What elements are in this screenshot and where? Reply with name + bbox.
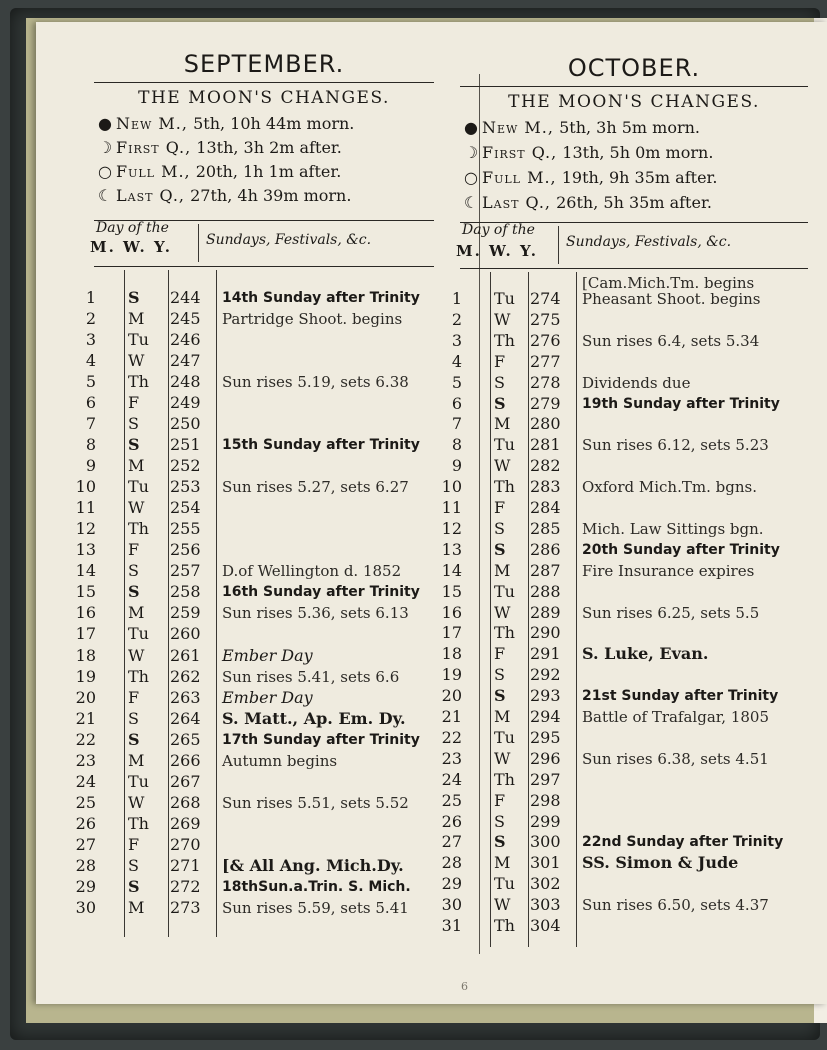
moon-phase-icon: ● bbox=[98, 114, 112, 133]
day-of-year: 268 bbox=[170, 792, 201, 812]
day-of-week: W bbox=[128, 351, 145, 371]
day-of-week: S bbox=[128, 708, 139, 728]
day-of-month: 14 bbox=[75, 561, 96, 581]
day-of-month: 27 bbox=[441, 832, 462, 852]
day-of-week: W bbox=[494, 456, 511, 476]
header-divider bbox=[198, 224, 199, 262]
event-text: Ember Day bbox=[222, 645, 313, 665]
day-of-week: M bbox=[128, 897, 145, 917]
day-of-week: S bbox=[128, 876, 140, 896]
event-text: Battle of Trafalgar, 1805 bbox=[582, 708, 770, 726]
event-text: Sun rises 5.27, sets 6.27 bbox=[222, 478, 409, 497]
day-of-week: S bbox=[494, 539, 506, 559]
day-of-week: F bbox=[494, 351, 506, 371]
day-of-year: 248 bbox=[170, 372, 201, 392]
day-of-year: 273 bbox=[170, 897, 201, 917]
day-of-week: M bbox=[494, 414, 511, 434]
day-of-month: 7 bbox=[85, 414, 96, 434]
day-of-month: 4 bbox=[451, 351, 462, 371]
day-of-month: 16 bbox=[75, 603, 96, 623]
day-of-year: 303 bbox=[530, 895, 561, 915]
day-of-week: M bbox=[128, 309, 145, 329]
rule-header-bottom bbox=[460, 268, 808, 269]
day-of-week: M bbox=[128, 456, 145, 476]
event-text: Sun rises 5.19, sets 6.38 bbox=[222, 373, 409, 392]
header-day-of-the: Day of the bbox=[462, 222, 535, 238]
day-of-month: 3 bbox=[85, 330, 96, 350]
day-of-year: 266 bbox=[170, 750, 201, 770]
day-of-week: F bbox=[128, 540, 140, 560]
day-of-week: S bbox=[128, 855, 139, 875]
day-of-month: 20 bbox=[75, 687, 96, 707]
day-of-year: 255 bbox=[170, 519, 201, 539]
day-of-year: 282 bbox=[530, 456, 561, 476]
day-of-year: 252 bbox=[170, 456, 201, 476]
day-of-week: W bbox=[128, 645, 145, 665]
column-line-events bbox=[576, 272, 577, 947]
moon-phase-icon: ☽ bbox=[463, 143, 479, 162]
day-of-month: 21 bbox=[441, 707, 462, 726]
day-of-week: Tu bbox=[494, 874, 515, 894]
day-of-month: 29 bbox=[75, 876, 96, 896]
day-of-year: 294 bbox=[530, 707, 561, 726]
day-of-week: M bbox=[494, 853, 511, 873]
month-title: OCTOBER. bbox=[567, 54, 701, 82]
day-of-week: S bbox=[128, 561, 139, 581]
day-of-week: Th bbox=[128, 666, 149, 686]
day-of-year: 251 bbox=[170, 435, 201, 455]
event-text: Sun rises 6.4, sets 5.34 bbox=[582, 331, 760, 350]
day-of-year: 259 bbox=[170, 603, 201, 623]
moon-phase-row bbox=[460, 143, 713, 162]
day-of-week: Th bbox=[494, 916, 515, 935]
event-text: D.of Wellington d. 1852 bbox=[222, 562, 402, 581]
day-of-year: 297 bbox=[530, 769, 561, 789]
day-of-year: 269 bbox=[170, 813, 201, 833]
day-of-week: Th bbox=[494, 330, 515, 350]
day-of-week: S bbox=[128, 582, 140, 602]
day-of-week: Tu bbox=[494, 727, 515, 747]
day-of-month: 28 bbox=[441, 853, 462, 873]
day-of-year: 279 bbox=[530, 393, 561, 413]
header-day-of-the: Day of the bbox=[96, 220, 169, 236]
day-of-year: 244 bbox=[170, 288, 201, 307]
day-of-month: 23 bbox=[75, 750, 96, 770]
day-of-week: M bbox=[494, 707, 511, 726]
day-of-month: 1 bbox=[85, 288, 96, 307]
day-of-year: 264 bbox=[170, 708, 201, 728]
event-text: S. Matt., Ap. Em. Dy. bbox=[222, 708, 406, 728]
header-mwy: M. W. Y. bbox=[456, 242, 538, 260]
day-of-week: Tu bbox=[494, 581, 515, 601]
day-of-week: F bbox=[128, 393, 140, 413]
day-of-year: 283 bbox=[530, 477, 561, 497]
day-of-week: W bbox=[494, 748, 511, 768]
day-of-year: 250 bbox=[170, 414, 201, 434]
moon-changes-heading: THE MOON'S CHANGES. bbox=[138, 88, 390, 108]
event-text: 16th Sunday after Trinity bbox=[222, 584, 420, 601]
moon-phase-name: Last Q., bbox=[116, 186, 186, 205]
day-of-week: Tu bbox=[128, 477, 149, 497]
day-of-month: 4 bbox=[85, 351, 96, 371]
day-of-week: S bbox=[494, 686, 506, 706]
day-of-week: M bbox=[128, 603, 145, 623]
day-of-year: 260 bbox=[170, 624, 201, 644]
event-text: 22nd Sunday after Trinity bbox=[582, 834, 784, 851]
rule-top bbox=[460, 86, 808, 87]
day-of-month: 5 bbox=[85, 372, 96, 392]
day-of-week: Th bbox=[128, 372, 149, 392]
day-of-month: 5 bbox=[451, 372, 462, 392]
day-of-month: 25 bbox=[75, 792, 96, 812]
event-text: Sun rises 6.38, sets 4.51 bbox=[582, 749, 769, 768]
day-of-month: 24 bbox=[441, 769, 462, 789]
day-of-month: 12 bbox=[75, 519, 96, 539]
day-of-month: 26 bbox=[441, 811, 462, 831]
event-text: Sun rises 6.25, sets 5.5 bbox=[582, 603, 760, 622]
moon-phase-icon: ☽ bbox=[97, 138, 113, 157]
day-of-month: 22 bbox=[75, 729, 96, 749]
event-text: Sun rises 6.12, sets 5.23 bbox=[582, 436, 769, 455]
moon-phase-name: First Q., bbox=[116, 138, 192, 157]
day-of-week: Tu bbox=[494, 289, 515, 308]
event-text: Sun rises 5.59, sets 5.41 bbox=[222, 898, 409, 917]
day-of-month: 19 bbox=[441, 665, 462, 685]
day-of-month: 2 bbox=[85, 309, 96, 329]
moon-phase-icon: ○ bbox=[464, 168, 478, 187]
day-of-week: Th bbox=[128, 519, 149, 539]
calendar-page bbox=[36, 22, 827, 1004]
moon-phase-row bbox=[94, 114, 354, 133]
day-of-week: W bbox=[494, 895, 511, 915]
day-of-week: S bbox=[494, 518, 505, 538]
event-text: 14th Sunday after Trinity bbox=[222, 290, 420, 306]
day-of-week: Tu bbox=[128, 624, 149, 644]
day-of-week: W bbox=[128, 792, 145, 812]
day-of-week: Th bbox=[494, 769, 515, 789]
event-text: Fire Insurance expires bbox=[582, 561, 755, 580]
day-of-month: 2 bbox=[451, 309, 462, 329]
day-of-week: Th bbox=[494, 623, 515, 643]
day-of-year: 267 bbox=[170, 771, 201, 791]
day-of-week: S bbox=[494, 832, 506, 852]
day-of-week: S bbox=[128, 288, 140, 307]
moon-phase-time: 13th, 5h 0m morn. bbox=[562, 143, 714, 162]
day-of-month: 31 bbox=[441, 916, 462, 935]
moon-phase-name: Full M., bbox=[482, 168, 557, 187]
header-mwy: M. W. Y. bbox=[90, 238, 172, 256]
header-divider bbox=[558, 226, 559, 264]
event-text: Sun rises 5.51, sets 5.52 bbox=[222, 793, 409, 812]
day-of-month: 10 bbox=[75, 477, 96, 497]
day-of-month: 9 bbox=[451, 456, 462, 476]
day-of-week: F bbox=[128, 834, 140, 854]
day-of-week: S bbox=[128, 414, 139, 434]
day-of-month: 17 bbox=[75, 624, 96, 644]
day-of-year: 278 bbox=[530, 372, 561, 392]
day-of-year: 293 bbox=[530, 686, 561, 706]
column-line-events bbox=[216, 270, 217, 937]
day-of-year: 291 bbox=[530, 644, 561, 664]
day-of-month: 19 bbox=[75, 666, 96, 686]
day-of-year: 256 bbox=[170, 540, 201, 560]
event-text: 19th Sunday after Trinity bbox=[582, 395, 780, 412]
moon-phase-time: 20th, 1h 1m after. bbox=[195, 162, 342, 181]
day-of-year: 263 bbox=[170, 687, 201, 707]
event-text: Ember Day bbox=[222, 687, 313, 707]
column-line-year bbox=[528, 272, 529, 947]
event-text: Autumn begins bbox=[222, 751, 338, 770]
day-of-year: 304 bbox=[530, 916, 561, 935]
day-of-month: 11 bbox=[441, 498, 462, 517]
day-of-month: 6 bbox=[451, 393, 462, 413]
moon-phase-time: 5th, 3h 5m morn. bbox=[559, 118, 701, 137]
moon-phase-name: Full M., bbox=[116, 162, 191, 181]
day-of-year: 249 bbox=[170, 393, 201, 413]
month-title: SEPTEMBER. bbox=[183, 50, 345, 78]
moon-phase-icon: ● bbox=[464, 118, 478, 137]
day-of-week: Tu bbox=[128, 771, 149, 791]
day-of-year: 245 bbox=[170, 309, 201, 329]
event-text: Dividends due bbox=[582, 373, 691, 392]
day-of-week: S bbox=[494, 372, 505, 392]
event-text: Mich. Law Sittings bgn. bbox=[582, 519, 764, 538]
day-of-month: 30 bbox=[75, 897, 96, 917]
moon-phase-name: Last Q., bbox=[482, 193, 552, 212]
day-of-week: S bbox=[494, 811, 505, 831]
day-of-month: 15 bbox=[441, 581, 462, 601]
day-of-month: 23 bbox=[441, 748, 462, 768]
day-of-year: 302 bbox=[530, 874, 561, 894]
moon-phase-row bbox=[460, 118, 700, 137]
day-of-week: W bbox=[494, 309, 511, 329]
day-of-year: 270 bbox=[170, 834, 201, 854]
day-of-year: 300 bbox=[530, 832, 561, 852]
moon-phase-name: New M., bbox=[482, 118, 554, 137]
day-of-month: 14 bbox=[441, 560, 462, 580]
column-line-weekday bbox=[490, 272, 491, 947]
moon-phase-time: 27th, 4h 39m morn. bbox=[190, 186, 352, 205]
day-of-month: 27 bbox=[75, 834, 96, 854]
day-of-month: 30 bbox=[441, 895, 462, 915]
day-of-week: S bbox=[494, 393, 506, 413]
day-of-year: 281 bbox=[530, 435, 561, 455]
event-text: [& All Ang. Mich.Dy. bbox=[222, 855, 404, 875]
day-of-week: W bbox=[494, 602, 511, 622]
day-of-year: 296 bbox=[530, 748, 561, 768]
moon-phase-name: First Q., bbox=[482, 143, 558, 162]
moon-phase-name: New M., bbox=[116, 114, 188, 133]
event-text: S. Luke, Evan. bbox=[582, 644, 709, 664]
day-of-month: 10 bbox=[441, 477, 462, 497]
day-of-year: 277 bbox=[530, 351, 561, 371]
moon-changes-heading: THE MOON'S CHANGES. bbox=[508, 92, 760, 112]
day-of-year: 254 bbox=[170, 498, 201, 518]
day-of-year: 258 bbox=[170, 582, 201, 602]
day-of-year: 276 bbox=[530, 330, 561, 350]
event-text: 18thSun.a.Trin. S. Mich. bbox=[222, 878, 411, 895]
header-sundays-festivals: Sundays, Festivals, &c. bbox=[566, 234, 732, 250]
day-of-month: 25 bbox=[441, 790, 462, 810]
day-of-year: 253 bbox=[170, 477, 201, 497]
event-text: Sun rises 5.41, sets 6.6 bbox=[222, 667, 400, 686]
moon-phase-icon: ○ bbox=[98, 162, 112, 181]
moon-phase-time: 26th, 5h 35m after. bbox=[556, 193, 712, 212]
day-of-week: M bbox=[494, 560, 511, 580]
moon-phase-row bbox=[94, 162, 341, 181]
event-text: Oxford Mich.Tm. bgns. bbox=[582, 478, 757, 497]
event-text: 21st Sunday after Trinity bbox=[582, 688, 779, 705]
day-of-year: 246 bbox=[170, 330, 201, 350]
day-of-week: Th bbox=[494, 477, 515, 497]
moon-phase-icon: ☾ bbox=[463, 193, 479, 212]
moon-phase-time: 19th, 9h 35m after. bbox=[561, 168, 718, 187]
day-of-month: 1 bbox=[451, 289, 462, 308]
moon-phase-row bbox=[460, 193, 712, 212]
day-of-month: 8 bbox=[451, 435, 462, 455]
day-of-month: 9 bbox=[85, 456, 96, 476]
event-text: Sun rises 6.50, sets 4.37 bbox=[582, 896, 769, 915]
day-of-year: 286 bbox=[530, 539, 561, 559]
day-of-year: 257 bbox=[170, 561, 201, 581]
day-of-year: 265 bbox=[170, 729, 201, 749]
day-of-year: 288 bbox=[530, 581, 561, 601]
day-of-year: 247 bbox=[170, 351, 201, 371]
day-of-week: M bbox=[128, 750, 145, 770]
day-of-year: 287 bbox=[530, 560, 561, 580]
event-continuation: [Cam.Mich.Tm. begins bbox=[582, 274, 755, 292]
day-of-week: S bbox=[128, 729, 140, 749]
day-of-month: 13 bbox=[441, 539, 462, 559]
day-of-week: Tu bbox=[128, 330, 149, 350]
day-of-month: 18 bbox=[441, 644, 462, 664]
day-of-week: S bbox=[128, 435, 140, 455]
day-of-month: 8 bbox=[85, 435, 96, 455]
day-of-month: 21 bbox=[75, 708, 96, 728]
day-of-year: 274 bbox=[530, 289, 561, 308]
column-line-weekday bbox=[124, 270, 125, 937]
day-of-month: 28 bbox=[75, 855, 96, 875]
day-of-month: 17 bbox=[441, 623, 462, 643]
day-of-month: 29 bbox=[441, 874, 462, 894]
day-of-year: 301 bbox=[530, 853, 561, 873]
day-of-month: 18 bbox=[75, 645, 96, 665]
day-of-year: 272 bbox=[170, 876, 201, 896]
day-of-year: 284 bbox=[530, 498, 561, 517]
day-of-week: F bbox=[494, 644, 506, 664]
moon-phase-time: 5th, 10h 44m morn. bbox=[193, 114, 355, 133]
day-of-year: 285 bbox=[530, 518, 561, 538]
day-of-week: S bbox=[494, 665, 505, 685]
event-text: Partridge Shoot. begins bbox=[222, 310, 403, 329]
day-of-month: 22 bbox=[441, 727, 462, 747]
moon-phase-row bbox=[94, 186, 351, 205]
page-number: 6 bbox=[461, 980, 468, 993]
rule-top bbox=[94, 82, 434, 83]
event-text: 15th Sunday after Trinity bbox=[222, 437, 420, 454]
day-of-month: 13 bbox=[75, 540, 96, 560]
day-of-year: 262 bbox=[170, 666, 201, 686]
day-of-week: F bbox=[494, 498, 506, 517]
day-of-week: F bbox=[128, 687, 140, 707]
day-of-year: 271 bbox=[170, 855, 201, 875]
day-of-year: 292 bbox=[530, 665, 561, 685]
day-of-year: 275 bbox=[530, 309, 561, 329]
event-text: 20th Sunday after Trinity bbox=[582, 541, 780, 558]
day-of-month: 12 bbox=[441, 518, 462, 538]
moon-phase-icon: ☾ bbox=[97, 186, 113, 205]
day-of-year: 280 bbox=[530, 414, 561, 434]
day-of-month: 26 bbox=[75, 813, 96, 833]
day-of-week: Tu bbox=[494, 435, 515, 455]
moon-phase-time: 13th, 3h 2m after. bbox=[196, 138, 342, 157]
column-line-year bbox=[168, 270, 169, 937]
header-sundays-festivals: Sundays, Festivals, &c. bbox=[206, 232, 372, 248]
day-of-month: 3 bbox=[451, 330, 462, 350]
event-text: Sun rises 5.36, sets 6.13 bbox=[222, 604, 409, 623]
day-of-week: F bbox=[494, 790, 506, 810]
day-of-week: Th bbox=[128, 813, 149, 833]
day-of-year: 261 bbox=[170, 645, 201, 665]
day-of-month: 24 bbox=[75, 771, 96, 791]
event-text: Pheasant Shoot. begins bbox=[582, 290, 761, 308]
day-of-year: 299 bbox=[530, 811, 561, 831]
rule-header-bottom bbox=[94, 266, 434, 267]
day-of-month: 20 bbox=[441, 686, 462, 706]
day-of-month: 7 bbox=[451, 414, 462, 434]
moon-phase-row bbox=[460, 168, 718, 187]
day-of-month: 15 bbox=[75, 582, 96, 602]
moon-phase-row bbox=[94, 138, 342, 157]
day-of-month: 16 bbox=[441, 602, 462, 622]
day-of-year: 290 bbox=[530, 623, 561, 643]
day-of-week: W bbox=[128, 498, 145, 518]
event-text: SS. Simon & Jude bbox=[582, 853, 739, 873]
day-of-month: 6 bbox=[85, 393, 96, 413]
event-text: 17th Sunday after Trinity bbox=[222, 731, 420, 748]
day-of-month: 11 bbox=[75, 498, 96, 518]
day-of-year: 298 bbox=[530, 790, 561, 810]
day-of-year: 295 bbox=[530, 727, 561, 747]
day-of-year: 289 bbox=[530, 602, 561, 622]
